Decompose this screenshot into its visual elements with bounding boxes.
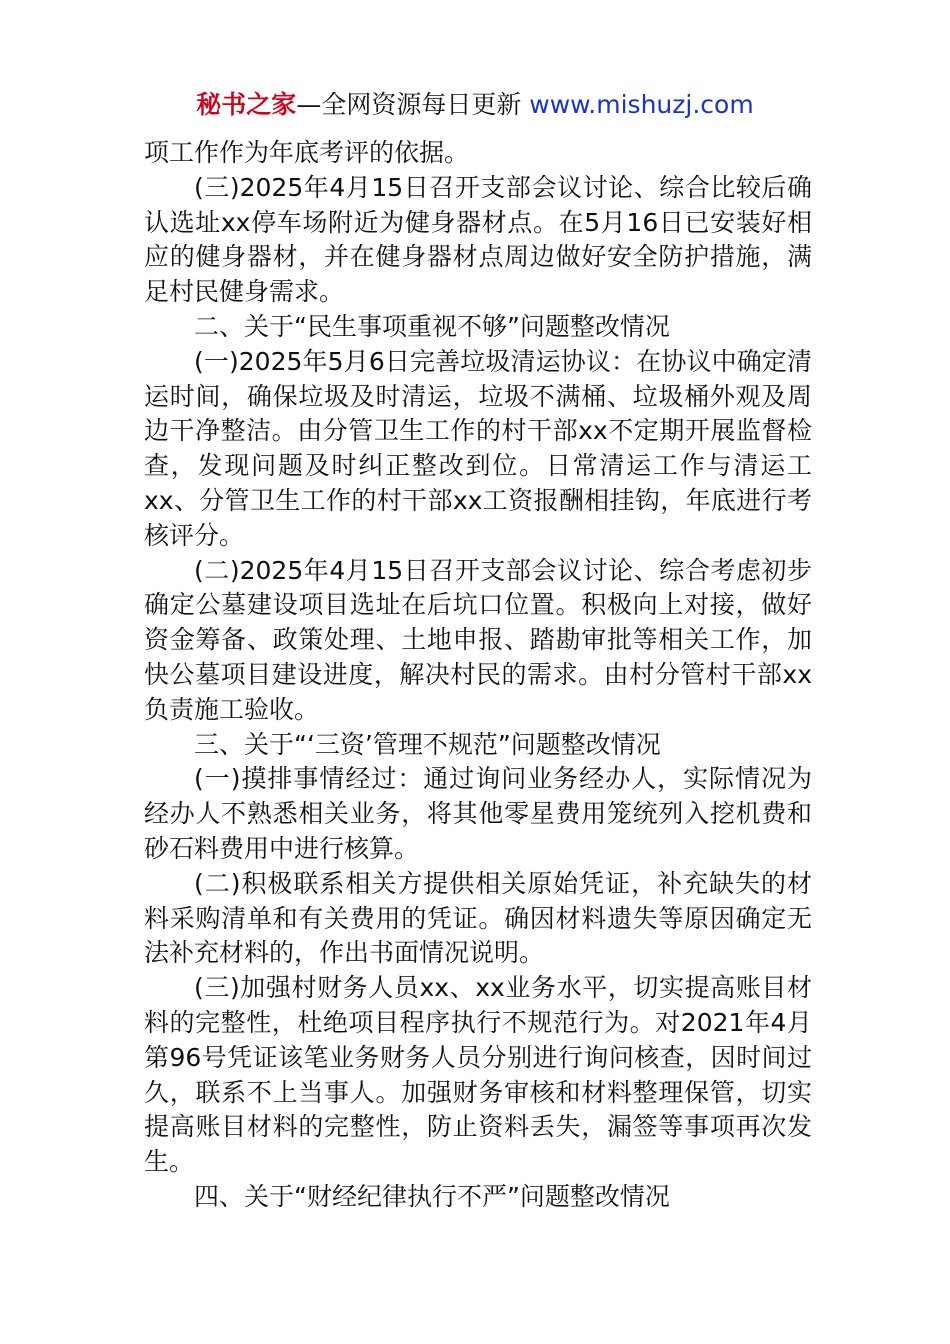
paragraph: (三)加强村财务人员xx、xx业务水平，切实提高账目材料的完整性，杜绝项目程序执行不规范行为。对2021年4月第96号凭证该笔业务财务人员分别进行询问核查，因时间过久，联系不上当事人。加强财务审核和材料整理保管，切实提高账目材料的完整性，防止资料丢失，漏签等事项再次发生。 xyxy=(144,973,812,1177)
section-heading: 四、关于“财经纪律执行不严”问题整改情况 xyxy=(194,1181,670,1211)
header-tagline: —全网资源每日更新 xyxy=(296,90,530,119)
paragraph: (一)2025年5月6日完善垃圾清运协议：在协议中确定清运时间，确保垃圾及时清运，垃圾不满桶、垃圾桶外观及周边干净整洁。由分管卫生工作的村干部xx不定期开展监督检查，发现问题及时纠正整改到位。日常清运工作与清运工xx、分管卫生工作的村干部xx工资报酬相挂钩，年底进行考核评分。 xyxy=(144,346,812,550)
site-brand: 秘书之家 xyxy=(196,90,297,119)
paragraph: (二)积极联系相关方提供相关原始凭证，补充缺失的材料采购清单和有关费用的凭证。确因材料遗失等原因确定无法补充材料的，作出书面情况说明。 xyxy=(144,868,812,968)
paragraph: (一)摸排事情经过：通过询问业务经办人，实际情况为经办人不熟悉相关业务，将其他零星费用笼统列入挖机费和砂石料费用中进行核算。 xyxy=(144,764,812,863)
section-heading: 二、关于“民生事项重视不够”问题整改情况 xyxy=(194,311,670,341)
paragraph-continuation: 项工作作为年底考评的依据。 xyxy=(144,138,470,167)
document-body xyxy=(144,136,812,1215)
section-heading: 三、关于“‘三资’管理不规范”问题整改情况 xyxy=(194,729,661,759)
site-url-link[interactable]: www.mishuzj.com xyxy=(529,90,754,119)
paragraph: (三)2025年4月15日召开支部会议讨论、综合比较后确认选址xx停车场附近为健身器材点。在5月16日已安装好相应的健身器材，并在健身器材点周边做好安全防护措施，满足村民健身需求。 xyxy=(144,172,812,307)
page-header xyxy=(0,88,950,122)
paragraph: (二)2025年4月15日召开支部会议讨论、综合考虑初步确定公墓建设项目选址在后坑口位置。积极向上对接，做好资金筹备、政策处理、土地申报、踏勘审批等相关工作，加快公墓项目建设进度，解决村民的需求。由村分管村干部xx负责施工验收。 xyxy=(144,555,812,724)
